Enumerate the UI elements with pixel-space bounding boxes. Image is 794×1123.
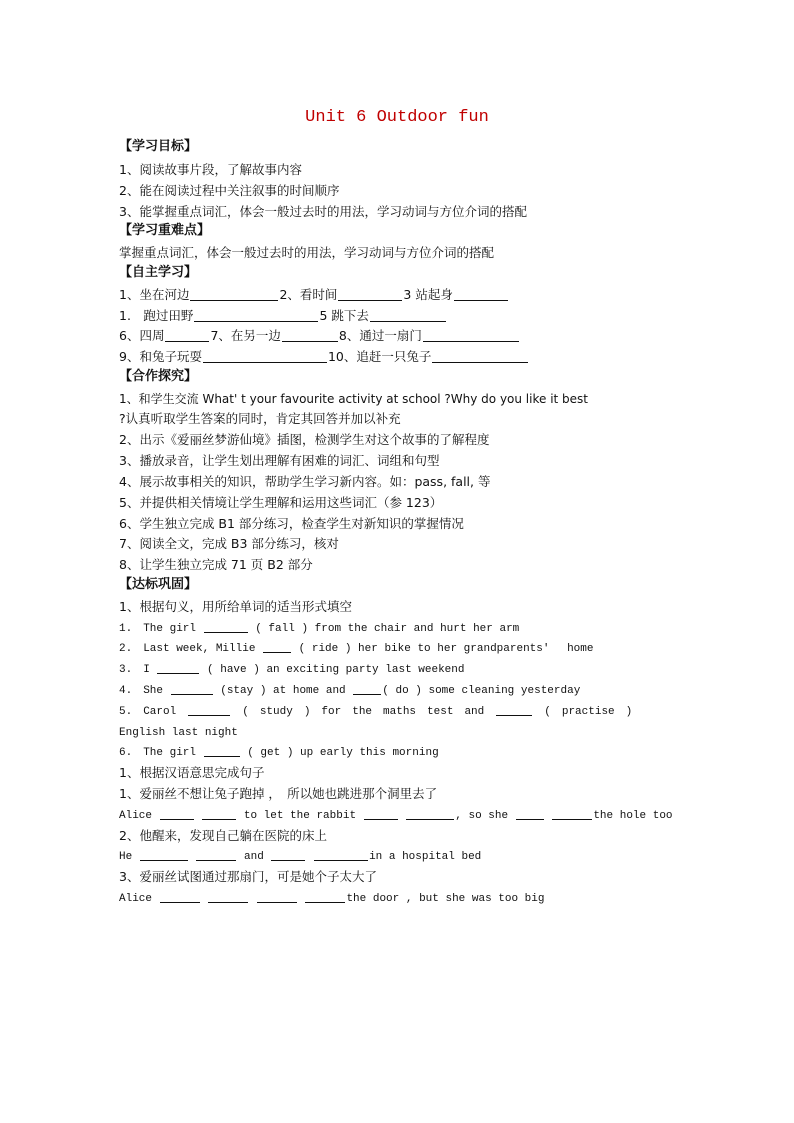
answer-blank[interactable] [370,309,446,322]
exercise-question: 2. Last week, Millie ( ride ) her bike to her grandparents' home [119,640,594,658]
key-text: 掌握重点词汇，体会一般过去时的用法，学习动词与方位介词的搭配 [119,245,495,260]
coop-item: 1、和学生交流 What' t your favourite activity at school ?Why do you like it best [119,392,589,406]
exercise-question: 5. Carol ( study ) for the maths test and ( practise ) [119,703,632,721]
vocab-prompt: 1、坐在河边 [119,287,190,302]
vocab-prompt: 6、四周 [119,328,165,343]
answer-blank[interactable] [423,329,519,342]
answer-blank[interactable] [432,350,528,363]
answer-blank[interactable] [263,640,291,653]
exercise-question: 6. The girl ( get ) up early this morning [119,744,439,762]
vocab-prompt: 7、在另一边 [210,328,281,343]
answer-blank[interactable] [257,890,297,903]
answer-blank[interactable] [202,807,236,820]
vocab-row [119,327,520,345]
vocab-prompt: 1. 跑过田野 [119,308,194,323]
translation-answer: He and in a hospital bed [119,848,481,866]
coop-item: 6、学生独立完成 B1 部分练习，检查学生对新知识的掌握情况 [119,516,464,531]
answer-blank[interactable] [188,703,230,716]
answer-blank[interactable] [204,744,240,757]
self-heading: 【自主学习】 [119,265,198,280]
coop-item: ?认真听取学生答案的同时，肯定其回答并加以补充 [119,411,401,426]
answer-blank[interactable] [282,329,338,342]
goals-heading: 【学习目标】 [119,139,198,154]
vocab-prompt: 5 跳下去 [319,308,369,323]
answer-blank[interactable] [516,807,544,820]
answer-blank[interactable] [305,890,345,903]
answer-blank[interactable] [160,807,194,820]
answer-blank[interactable] [203,350,327,363]
coop-item: 2、出示《爱丽丝梦游仙境》插图，检测学生对这个故事的了解程度 [119,432,490,447]
vocab-prompt: 10、追赶一只兔子 [327,349,432,364]
answer-blank[interactable] [190,288,278,301]
answer-blank[interactable] [271,848,305,861]
goal-item: 2、能在阅读过程中关注叙事的时间顺序 [119,183,340,198]
translation-prompt: 3、爱丽丝试图通过那扇门，可是她个子太大了 [119,869,377,884]
exercise-question: 3. I ( have ) an exciting party last weekend [119,661,464,679]
exercise-question-continued: English last night [119,727,238,739]
coop-heading: 【合作探究】 [119,369,198,384]
answer-blank[interactable] [196,848,236,861]
answer-blank[interactable] [552,807,592,820]
answer-blank[interactable] [314,848,368,861]
answer-blank[interactable] [160,890,200,903]
coop-item: 5、并提供相关情境让学生理解和运用这些词汇（参 123） [119,495,443,510]
exercise-instruction: 1、根据汉语意思完成句子 [119,765,265,780]
exercise-instruction: 1、根据句义，用所给单词的适当形式填空 [119,599,352,614]
answer-blank[interactable] [157,661,199,674]
page-title: Unit 6 Outdoor fun [305,108,489,127]
goal-item: 3、能掌握重点词汇，体会一般过去时的用法，学习动词与方位介词的搭配 [119,204,527,219]
coop-item: 7、阅读全文，完成 B3 部分练习，核对 [119,536,339,551]
translation-answer: Alice to let the rabbit , so she the hole too [119,807,673,825]
vocab-prompt: 8、通过一扇门 [338,328,422,343]
answer-blank[interactable] [194,309,318,322]
goal-item: 1、阅读故事片段，了解故事内容 [119,162,302,177]
vocab-prompt: 2、看时间 [279,287,338,302]
answer-blank[interactable] [353,682,381,695]
coop-item: 3、播放录音，让学生划出理解有困难的词汇、词组和句型 [119,453,440,468]
answer-blank[interactable] [171,682,213,695]
vocab-prompt: 3 站起身 [403,287,453,302]
answer-blank[interactable] [165,329,209,342]
key-heading: 【学习重难点】 [119,223,211,238]
coop-item: 8、让学生独立完成 71 页 B2 部分 [119,557,313,572]
exercise-question: 4. She (stay ) at home and ( do ) some cleaning yesterday [119,682,580,700]
translation-prompt: 1、爱丽丝不想让兔子跑掉 ， 所以她也跳进那个洞里去了 [119,786,438,801]
answer-blank[interactable] [338,288,402,301]
answer-blank[interactable] [204,620,248,633]
answer-blank[interactable] [140,848,188,861]
answer-blank[interactable] [406,807,454,820]
consolidate-heading: 【达标巩固】 [119,577,198,592]
coop-item: 4、展示故事相关的知识，帮助学生学习新内容。如：pass, fall, 等 [119,474,491,489]
exercise-question: 1. The girl ( fall ) from the chair and hurt her arm [119,620,519,638]
answer-blank[interactable] [454,288,508,301]
answer-blank[interactable] [364,807,398,820]
vocab-row [119,307,447,325]
vocab-row [119,348,529,366]
translation-prompt: 2、他醒来，发现自己躺在医院的床上 [119,828,327,843]
translation-answer: Alice the door , but she was too big [119,890,545,908]
answer-blank[interactable] [208,890,248,903]
vocab-row [119,286,509,304]
answer-blank[interactable] [496,703,532,716]
vocab-prompt: 9、和兔子玩耍 [119,349,202,364]
